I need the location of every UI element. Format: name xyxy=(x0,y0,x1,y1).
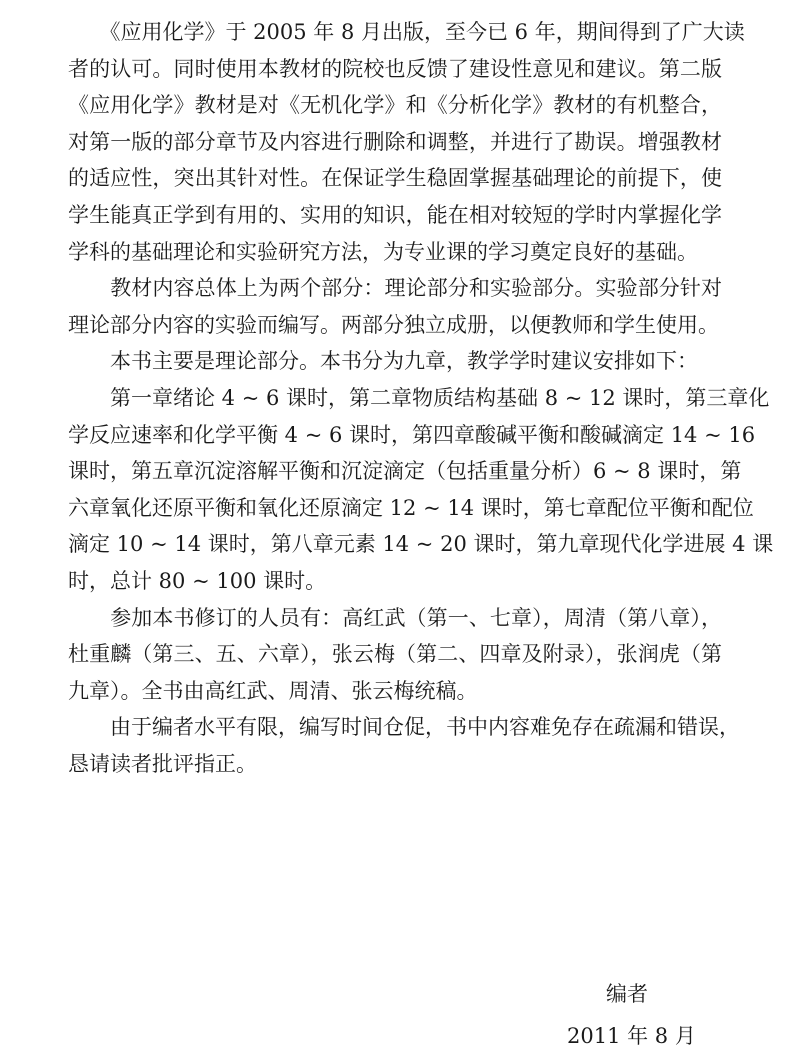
signature-date: 2011 年 8 月 xyxy=(567,1024,696,1048)
text-line: 对第一版的部分章节及内容进行删除和调整，并进行了勘误。增强教材 xyxy=(68,129,722,154)
text-line: 者的认可。同时使用本教材的院校也反馈了建设性意见和建议。第二版 xyxy=(68,56,722,81)
text-line: 第一章绪论 4 ~ 6 课时，第二章物质结构基础 8 ~ 12 课时，第三章化 xyxy=(68,385,770,410)
text-line: 课时，第五章沉淀溶解平衡和沉淀滴定（包括重量分析）6 ~ 8 课时，第 xyxy=(68,459,742,484)
paragraph-content-parts xyxy=(68,270,722,343)
text-line: 本书主要是理论部分。本书分为九章，教学学时建议安排如下： xyxy=(68,349,698,374)
text-line: 的适应性，突出其针对性。在保证学生稳固掌握基础理论的前提下，使 xyxy=(68,166,722,191)
text-line: 由于编者水平有限，编写时间仓促，书中内容难免存在疏漏和错误， xyxy=(68,715,740,740)
text-line: 学生能真正学到有用的、实用的知识，能在相对较短的学时内掌握化学 xyxy=(68,202,722,227)
preface-body xyxy=(68,14,774,782)
text-line: 滴定 10 ~ 14 课时，第八章元素 14 ~ 20 课时，第九章现代化学进展 4 课 xyxy=(68,532,774,557)
text-line: 教材内容总体上为两个部分：理论部分和实验部分。实验部分针对 xyxy=(68,276,722,301)
text-line: 杜重麟（第三、五、六章），张云梅（第二、四章及附录），张润虎（第 xyxy=(68,642,722,667)
signature-author: 编者 xyxy=(606,982,648,1006)
paragraph-contributors xyxy=(68,600,722,710)
text-line: 九章）。全书由高红武、周清、张云梅统稿。 xyxy=(68,678,478,703)
text-line: 学反应速率和化学平衡 4 ~ 6 课时，第四章酸碱平衡和酸碱滴定 14 ~ 16 xyxy=(68,422,756,447)
paragraph-theory-intro xyxy=(68,343,722,380)
paragraph-hours-schedule xyxy=(68,380,774,600)
text-line: 时，总计 80 ~ 100 课时。 xyxy=(68,568,327,593)
text-line: 学科的基础理论和实验研究方法，为专业课的学习奠定良好的基础。 xyxy=(68,239,698,264)
text-line: 理论部分内容的实验而编写。两部分独立成册，以便教师和学生使用。 xyxy=(68,312,719,337)
paragraph-publication-history xyxy=(68,14,745,270)
text-line: 《应用化学》于 2005 年 8 月出版，至今已 6 年，期间得到了广大读 xyxy=(68,20,745,44)
text-line: 《应用化学》教材是对《无机化学》和《分析化学》教材的有机整合， xyxy=(68,93,722,118)
text-line: 恳请读者批评指正。 xyxy=(68,751,257,776)
text-line: 六章氧化还原平衡和氧化还原滴定 12 ~ 14 课时，第七章配位平衡和配位 xyxy=(68,495,754,520)
paragraph-closing-note xyxy=(68,709,740,782)
text-line: 参加本书修订的人员有：高红武（第一、七章），周清（第八章）， xyxy=(68,605,722,630)
